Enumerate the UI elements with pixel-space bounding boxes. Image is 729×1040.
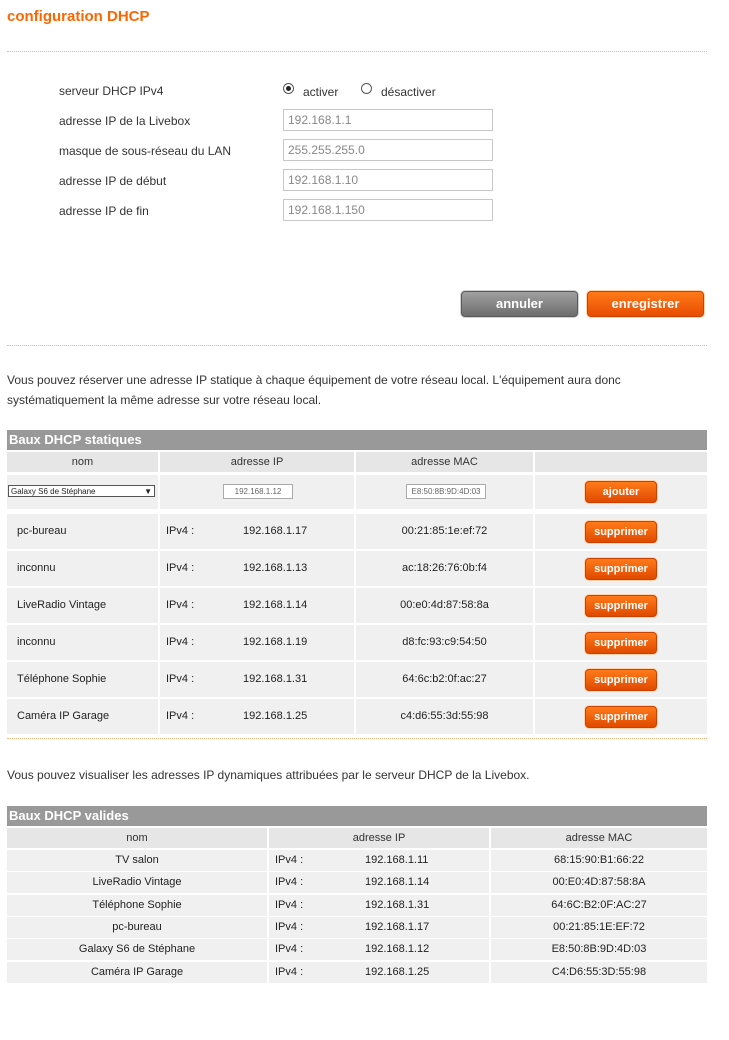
- disable-radio[interactable]: [361, 83, 372, 94]
- lease-name: Téléphone Sophie: [92, 899, 182, 911]
- lease-name: LiveRadio Vintage: [92, 876, 182, 888]
- lease-mac: 68:15:90:B1:66:22: [554, 854, 644, 866]
- lease-name: TV salon: [115, 854, 159, 866]
- enable-radio[interactable]: [283, 83, 294, 94]
- static-intro-text: Vous pouvez réserver une adresse IP statique à chaque équipement de votre réseau local. L'équipement aura donc systématiquement la même adresse sur votre réseau local.: [7, 373, 621, 407]
- start-ip-label: adresse IP de début: [59, 174, 167, 188]
- dynamic-col-mac: adresse MAC: [491, 828, 707, 848]
- new-mac-input[interactable]: E8:50:8B:9D:4D:03: [406, 484, 486, 499]
- lease-ip: 192.168.1.11: [365, 854, 429, 866]
- lease-mac: 00:21:85:1e:ef:72: [401, 525, 488, 537]
- separator: [158, 699, 160, 734]
- lease-ip: 192.168.1.13: [243, 562, 308, 574]
- static-col-action: [535, 452, 707, 472]
- start-ip-input[interactable]: 192.168.1.10: [283, 169, 493, 191]
- lease-ip: 192.168.1.17: [365, 921, 430, 933]
- livebox-ip-label: adresse IP de la Livebox: [59, 114, 191, 128]
- delete-button[interactable]: supprimer: [585, 669, 657, 691]
- lease-ip: 192.168.1.31: [365, 899, 430, 911]
- lease-ip: 192.168.1.14: [365, 876, 430, 888]
- separator: [267, 895, 269, 916]
- enable-radio-label[interactable]: activer: [303, 85, 339, 99]
- lease-ip: 192.168.1.25: [365, 966, 430, 978]
- dynamic-col-name: nom: [7, 828, 267, 848]
- dhcp-server-label: serveur DHCP IPv4: [59, 84, 164, 98]
- cancel-button[interactable]: annuler: [461, 291, 578, 317]
- lease-proto: IPv4 :: [275, 921, 304, 933]
- dynamic-intro-text: Vous pouvez visualiser les adresses IP dynamiques attribuées par le serveur DHCP de la Livebox.: [7, 768, 530, 782]
- subnet-mask-input[interactable]: 255.255.255.0: [283, 139, 493, 161]
- save-button[interactable]: enregistrer: [587, 291, 704, 317]
- lease-ip: 192.168.1.12: [365, 943, 430, 955]
- lease-mac: 64:6c:b2:0f:ac:27: [402, 673, 487, 685]
- new-ip-input[interactable]: 192.168.1.12: [223, 484, 293, 499]
- lease-mac: c4:d6:55:3d:55:98: [400, 710, 489, 722]
- lease-mac: C4:D6:55:3D:55:98: [551, 966, 647, 978]
- separator: [354, 475, 356, 509]
- separator: [533, 699, 535, 734]
- lease-proto: IPv4 :: [166, 710, 195, 722]
- delete-button[interactable]: supprimer: [585, 706, 657, 728]
- separator: [158, 475, 160, 509]
- lease-mac: ac:18:26:76:0b:f4: [401, 562, 487, 574]
- separator: [533, 514, 535, 549]
- lease-ip: 192.168.1.17: [243, 525, 308, 537]
- separator: [158, 625, 160, 660]
- separator: [158, 662, 160, 697]
- page-title: configuration DHCP: [7, 8, 150, 25]
- separator: [267, 850, 269, 871]
- separator: [267, 939, 269, 960]
- chevron-down-icon: ▼: [144, 487, 152, 496]
- lease-name: pc-bureau: [17, 525, 67, 537]
- lease-name: pc-bureau: [112, 921, 162, 933]
- lease-name: Caméra IP Garage: [90, 966, 184, 978]
- lease-name: inconnu: [17, 636, 56, 648]
- lease-ip: 192.168.1.25: [243, 710, 308, 722]
- separator: [267, 962, 269, 983]
- lease-ip: 192.168.1.31: [243, 673, 308, 685]
- static-col-mac: adresse MAC: [356, 452, 533, 472]
- separator: [267, 917, 269, 938]
- lease-proto: IPv4 :: [166, 562, 195, 574]
- lease-ip: 192.168.1.19: [243, 636, 308, 648]
- dynamic-col-ip: adresse IP: [269, 828, 489, 848]
- lease-name: Galaxy S6 de Stéphane: [78, 943, 196, 955]
- device-select-value: Galaxy S6 de Stéphane: [11, 487, 96, 496]
- lease-mac: 00:21:85:1E:EF:72: [553, 921, 645, 933]
- lease-mac: 00:E0:4D:87:58:8A: [552, 876, 646, 888]
- separator: [267, 872, 269, 893]
- divider: [7, 345, 707, 346]
- disable-radio-label[interactable]: désactiver: [381, 85, 436, 99]
- lease-proto: IPv4 :: [166, 636, 195, 648]
- separator: [158, 551, 160, 586]
- lease-mac: d8:fc:93:c9:54:50: [402, 636, 487, 648]
- lease-proto: IPv4 :: [275, 943, 304, 955]
- lease-name: Caméra IP Garage: [17, 710, 110, 722]
- lease-name: Téléphone Sophie: [17, 673, 107, 685]
- lease-ip: 192.168.1.14: [243, 599, 308, 611]
- lease-name: inconnu: [17, 562, 56, 574]
- separator: [533, 625, 535, 660]
- delete-button[interactable]: supprimer: [585, 595, 657, 617]
- add-button[interactable]: ajouter: [585, 481, 657, 503]
- separator: [533, 588, 535, 623]
- static-col-name: nom: [7, 452, 158, 472]
- delete-button[interactable]: supprimer: [585, 558, 657, 580]
- delete-button[interactable]: supprimer: [585, 632, 657, 654]
- lease-proto: IPv4 :: [275, 876, 304, 888]
- end-ip-label: adresse IP de fin: [59, 204, 149, 218]
- lease-proto: IPv4 :: [166, 525, 195, 537]
- lease-mac: 00:e0:4d:87:58:8a: [400, 599, 489, 611]
- static-col-ip: adresse IP: [160, 452, 354, 472]
- livebox-ip-input[interactable]: 192.168.1.1: [283, 109, 493, 131]
- dynamic-leases-title: Baux DHCP valides: [7, 806, 707, 826]
- lease-proto: IPv4 :: [275, 966, 304, 978]
- static-leases-title: Baux DHCP statiques: [7, 430, 707, 450]
- lease-mac: E8:50:8B:9D:4D:03: [551, 943, 647, 955]
- separator: [533, 475, 535, 509]
- separator: [158, 514, 160, 549]
- lease-proto: IPv4 :: [166, 673, 195, 685]
- lease-proto: IPv4 :: [166, 599, 195, 611]
- delete-button[interactable]: supprimer: [585, 521, 657, 543]
- lease-proto: IPv4 :: [275, 899, 304, 911]
- separator: [533, 551, 535, 586]
- lease-mac: 64:6C:B2:0F:AC:27: [551, 899, 647, 911]
- lease-proto: IPv4 :: [275, 854, 304, 866]
- subnet-mask-label: masque de sous-réseau du LAN: [59, 144, 232, 158]
- separator: [158, 588, 160, 623]
- end-ip-input[interactable]: 192.168.1.150: [283, 199, 493, 221]
- separator: [533, 662, 535, 697]
- device-select[interactable]: [8, 485, 155, 497]
- divider: [7, 738, 707, 739]
- divider: [7, 51, 707, 52]
- lease-name: LiveRadio Vintage: [17, 599, 107, 611]
